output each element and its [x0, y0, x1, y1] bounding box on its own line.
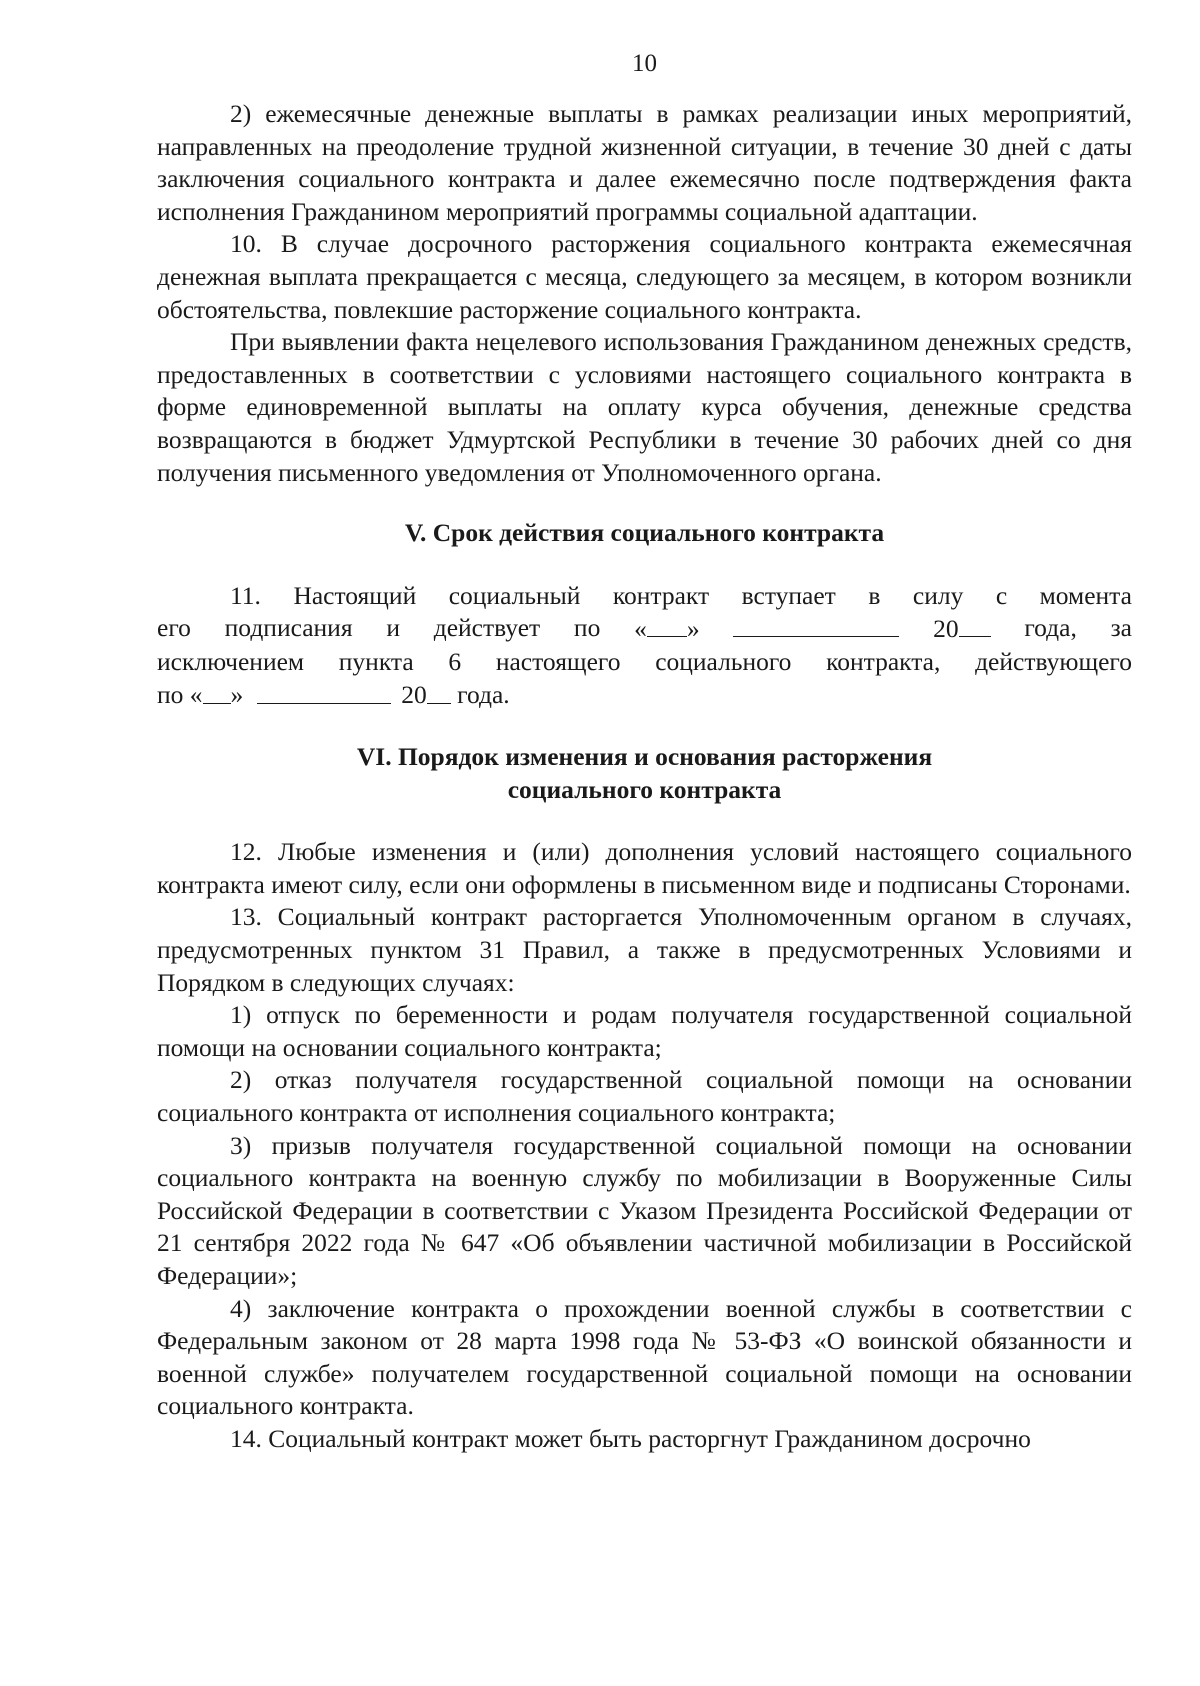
- word: действующего: [975, 646, 1132, 676]
- word: исключением: [157, 646, 305, 676]
- word: вступает: [741, 580, 836, 610]
- paragraph-monthly-payments: 2) ежемесячные денежные выплаты в рамках реализации иных мероприятий, направленных на преодоление трудной жизненной ситуации, в течение 30 дней с даты заключения социального контракта и далее ежемесячно после подтверждения факта исполнения Гражданином мероприятий программы социальной адаптации.: [157, 99, 1132, 226]
- section-5-heading: V. Срок действия социального контракта: [404, 518, 885, 548]
- section-6-heading-line-2: социального контракта: [507, 774, 782, 804]
- paragraph-10-early-termination: 10. В случае досрочного расторжения социального контракта ежемесячная денежная выплата прекращается с месяца, следующего за месяцем, в котором возникли обстоятельства, повлекшие расторжение социального контракта.: [157, 229, 1132, 324]
- month-blank: [733, 612, 899, 637]
- year-prefix-2: 20: [401, 679, 427, 709]
- word: контракт: [612, 580, 710, 610]
- word: пункта: [338, 646, 414, 676]
- paragraph-11-validity: [157, 580, 1132, 711]
- paragraph-misuse-funds: При выявлении факта нецелевого использования Гражданином денежных средств, предоставленных в соответствии с условиями настоящего социального контракта в форме единовременной выплаты на оплату курса обучения, денежные средства возвращаются в бюджет Удмуртской Республики в течение 30 рабочих дней со дня получения письменного уведомления от Уполномоченного органа.: [157, 327, 1132, 487]
- document-page: [157, 48, 1132, 1456]
- quote-close: »: [686, 614, 700, 644]
- paragraph-11-line-3: [157, 646, 1132, 679]
- month-blank-2: [257, 679, 391, 704]
- day-blank: [647, 612, 687, 637]
- word: силу: [912, 580, 964, 610]
- year-prefix: 20: [933, 614, 959, 644]
- section-6-heading: [157, 741, 1132, 806]
- paragraph-12-changes: 12. Любые изменения и (или) дополнения условий настоящего социального контракта имеют силу, если они оформлены в письменном виде и подписаны Сторонами.: [157, 837, 1132, 899]
- word: момента: [1039, 580, 1132, 610]
- word: настоящего: [495, 646, 621, 676]
- day-blank-group: [634, 612, 700, 646]
- word: социальный: [448, 580, 581, 610]
- word: Настоящий: [293, 580, 417, 610]
- paragraph-13-case-4: 4) заключение контракта о прохождении военной службы в соответствии с Федеральным законом от 28 марта 1998 года № 53-ФЗ «О воинской обязанности и военной службе» получателем государственной социальной помощи на основании социального контракта.: [157, 1293, 1132, 1421]
- paragraph-13-case-2: 2) отказ получателя государственной социальной помощи на основании социального контракта от исполнения социального контракта;: [157, 1065, 1132, 1128]
- word: подписания: [224, 613, 353, 643]
- word: года,: [1024, 613, 1077, 643]
- line4-prefix: по «: [157, 679, 203, 709]
- word: действует: [433, 613, 541, 643]
- page-number: 10: [632, 50, 657, 77]
- paragraph-13-case-3: 3) призыв получателя государственной социальной помощи на основании социального контракта на военную службу по мобилизации в Вооруженные Силы Российской Федерации в соответствии с Указом Президента Российской Федерации от 21 сентября 2022 года № 647 «Об объявлении частичной мобилизации в Российской Федерации»;: [157, 1130, 1132, 1290]
- paragraph-11-line-4: [157, 679, 1132, 712]
- paragraph-11-line-2: [157, 612, 1132, 646]
- spacer: [243, 679, 257, 712]
- year-blank-2: [427, 679, 451, 704]
- paragraph-13-termination-cases: 13. Социальный контракт расторгается Уполномоченным органом в случаях, предусмотренных пунктом 31 Правил, а также в предусмотренных Условиями и Порядком в следующих случаях:: [157, 902, 1132, 997]
- word: за: [1110, 613, 1132, 643]
- word: 11.: [230, 580, 261, 610]
- word: его: [157, 613, 191, 643]
- year-blank: [959, 612, 991, 637]
- paragraph-11-line-1: [157, 580, 1132, 613]
- word: в: [868, 580, 881, 610]
- quote-open: «: [634, 614, 647, 644]
- word: 6: [448, 646, 462, 676]
- word: по: [573, 613, 601, 643]
- paragraph-13-case-1: 1) отпуск по беременности и родам получателя государственной социальной помощи на основании социального контракта;: [157, 1000, 1132, 1062]
- word: с: [995, 580, 1008, 610]
- word: социального: [655, 646, 792, 676]
- spacer: [391, 679, 401, 712]
- year-blank-group: [933, 612, 991, 646]
- line4-suffix: года.: [450, 679, 510, 709]
- day-blank-2: [203, 679, 231, 704]
- section-6-heading-line-1: VI. Порядок изменения и основания расторжения: [356, 742, 933, 772]
- paragraph-14-citizen-termination: 14. Социальный контракт может быть расторгнут Гражданином досрочно: [230, 1423, 1031, 1453]
- word: и: [386, 613, 400, 643]
- word: контракта,: [826, 646, 941, 676]
- quote-close-2: »: [230, 679, 244, 709]
